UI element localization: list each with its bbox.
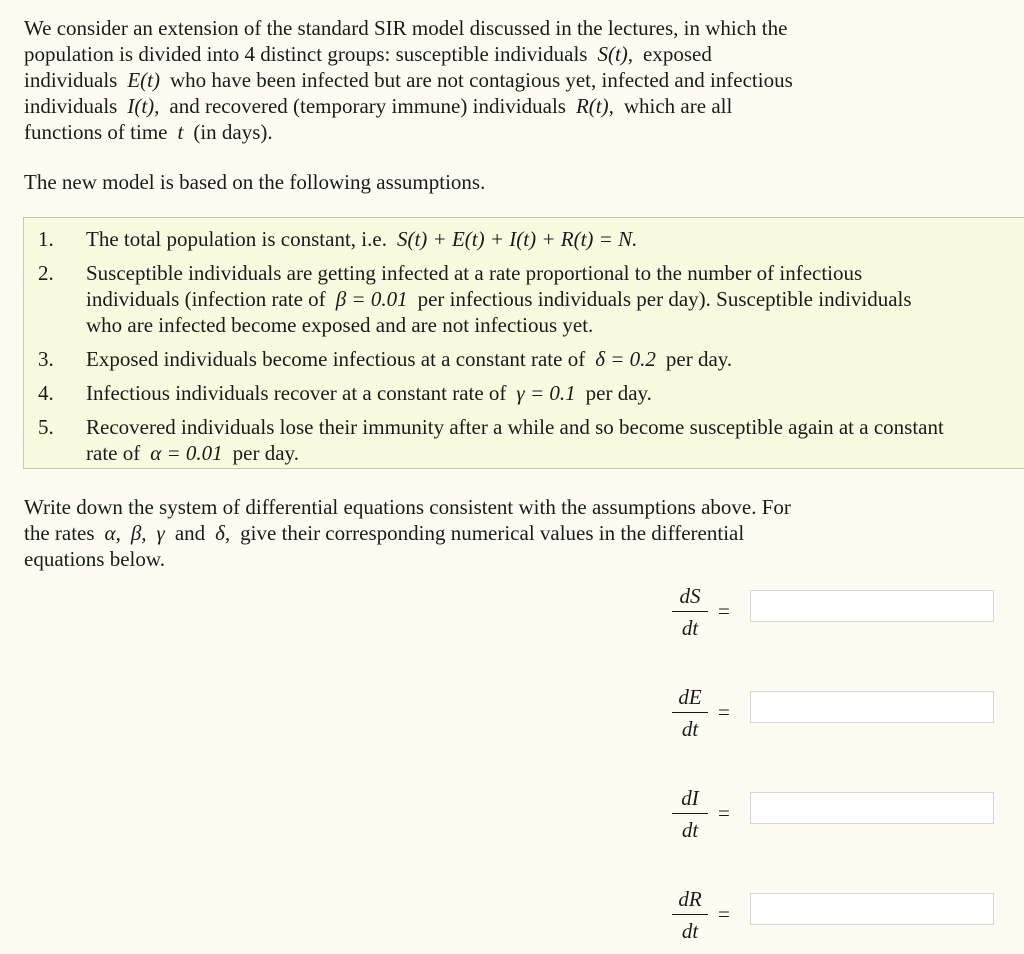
- derivative-fraction: [672, 584, 708, 640]
- math-alpha: α = 0.01: [150, 441, 223, 465]
- assumption-text: [86, 380, 1024, 406]
- dr-dt-answer-input[interactable]: [750, 893, 994, 925]
- assumption-text-part: Recovered individuals lose their immunity after a while and so become susceptible again at a constant: [86, 415, 944, 439]
- ds-dt-answer-input[interactable]: [750, 590, 994, 622]
- assumption-text-part: Infectious individuals recover at a constant rate of: [86, 381, 507, 405]
- equals-sign: =: [718, 700, 730, 724]
- intro-text: individuals: [24, 68, 118, 92]
- math-gamma: γ: [156, 521, 165, 545]
- fraction-numerator: dI: [681, 786, 699, 810]
- assumption-text-part: The total population is constant, i.e.: [86, 227, 387, 251]
- assumption-text-part: per day.: [232, 441, 299, 465]
- fraction-bar: [672, 712, 708, 713]
- equation-di-dt: [672, 786, 1002, 842]
- question-paragraph: [24, 494, 904, 572]
- assumption-number: 1.: [38, 227, 54, 251]
- assumption-text: [86, 260, 1024, 338]
- intro-text: and recovered (temporary immune) individuals: [169, 94, 566, 118]
- math-delta: δ,: [215, 521, 231, 545]
- intro-line: [24, 67, 904, 93]
- intro-line: [24, 93, 904, 119]
- intro-paragraph: [24, 15, 904, 145]
- fraction-denominator: dt: [681, 919, 699, 943]
- math-population-sum: S(t) + E(t) + I(t) + R(t) = N.: [396, 227, 638, 251]
- assumption-text: [86, 346, 1024, 372]
- assumption-number: 5.: [38, 415, 54, 439]
- derivative-fraction: [672, 685, 708, 741]
- question-text: equations below.: [24, 547, 165, 571]
- intro-line: [24, 15, 904, 41]
- fraction-numerator: dR: [678, 887, 702, 911]
- intro-text: We consider an extension of the standard SIR model discussed in the lectures, in which the: [24, 16, 788, 40]
- fraction-numerator: dE: [678, 685, 702, 709]
- assumption-number: 3.: [38, 347, 54, 371]
- fraction-denominator: dt: [681, 616, 699, 640]
- math-gamma: γ = 0.1: [516, 381, 576, 405]
- assumption-text-part: per day.: [665, 347, 733, 371]
- assumption-text-part: Susceptible individuals are getting infected at a rate proportional to the number of infectious: [86, 261, 863, 285]
- math-alpha: α,: [104, 521, 121, 545]
- assumption-number: 2.: [38, 261, 54, 285]
- assumption-text-part: [86, 440, 1024, 466]
- math-e-of-t: E(t): [127, 68, 160, 92]
- question-text: [24, 520, 904, 546]
- intro-text: exposed: [643, 42, 712, 66]
- math-beta: β,: [130, 521, 147, 545]
- intro-text: individuals: [24, 94, 118, 118]
- question-text: Write down the system of differential equations consistent with the assumptions above. For: [24, 495, 791, 519]
- assumption-text-part: who are infected become exposed and are not infectious yet.: [86, 313, 594, 337]
- fraction-bar: [672, 813, 708, 814]
- intro-text: who have been infected but are not contagious yet, infected and infectious: [170, 68, 793, 92]
- assumptions-box: [23, 217, 1024, 469]
- math-s-of-t: S(t),: [597, 42, 634, 66]
- fraction-bar: [672, 914, 708, 915]
- intro-text: (in days).: [193, 120, 273, 144]
- equals-sign: =: [718, 801, 730, 825]
- equation-de-dt: [672, 685, 1002, 741]
- intro-line: [24, 41, 904, 67]
- derivative-fraction: [672, 887, 708, 943]
- math-t: t: [177, 120, 184, 144]
- intro-text: population is divided into 4 distinct groups: susceptible individuals: [24, 42, 588, 66]
- question-text-part: and: [174, 521, 206, 545]
- equals-sign: =: [718, 599, 730, 623]
- assumption-text: [86, 414, 1024, 466]
- assumption-text-part: [86, 286, 1024, 312]
- derivative-fraction: [672, 786, 708, 842]
- assumption-text-part: Exposed individuals become infectious at a constant rate of: [86, 347, 586, 371]
- math-delta: δ = 0.2: [595, 347, 656, 371]
- assumption-number: 4.: [38, 381, 54, 405]
- math-r-of-t: R(t),: [575, 94, 614, 118]
- math-i-of-t: I(t),: [127, 94, 160, 118]
- fraction-denominator: dt: [681, 818, 699, 842]
- assumption-text: [86, 226, 1024, 252]
- fraction-denominator: dt: [681, 717, 699, 741]
- assumption-text-part: individuals (infection rate of: [86, 287, 326, 311]
- question-text-part: the rates: [24, 521, 95, 545]
- di-dt-answer-input[interactable]: [750, 792, 994, 824]
- de-dt-answer-input[interactable]: [750, 691, 994, 723]
- fraction-numerator: dS: [679, 584, 701, 608]
- intro-text: which are all: [623, 94, 733, 118]
- intro-line: [24, 119, 904, 145]
- equals-sign: =: [718, 902, 730, 926]
- intro-text: functions of time: [24, 120, 168, 144]
- math-beta: β = 0.01: [335, 287, 408, 311]
- question-text-part: give their corresponding numerical values in the differential: [240, 521, 745, 545]
- fraction-bar: [672, 611, 708, 612]
- assumption-text-part: per infectious individuals per day). Susceptible individuals: [417, 287, 912, 311]
- assumption-text-part: rate of: [86, 441, 141, 465]
- assumption-text-part: per day.: [585, 381, 652, 405]
- equation-dr-dt: [672, 887, 1002, 943]
- assumptions-lead: The new model is based on the following assumptions.: [24, 170, 486, 194]
- equation-ds-dt: [672, 584, 1002, 640]
